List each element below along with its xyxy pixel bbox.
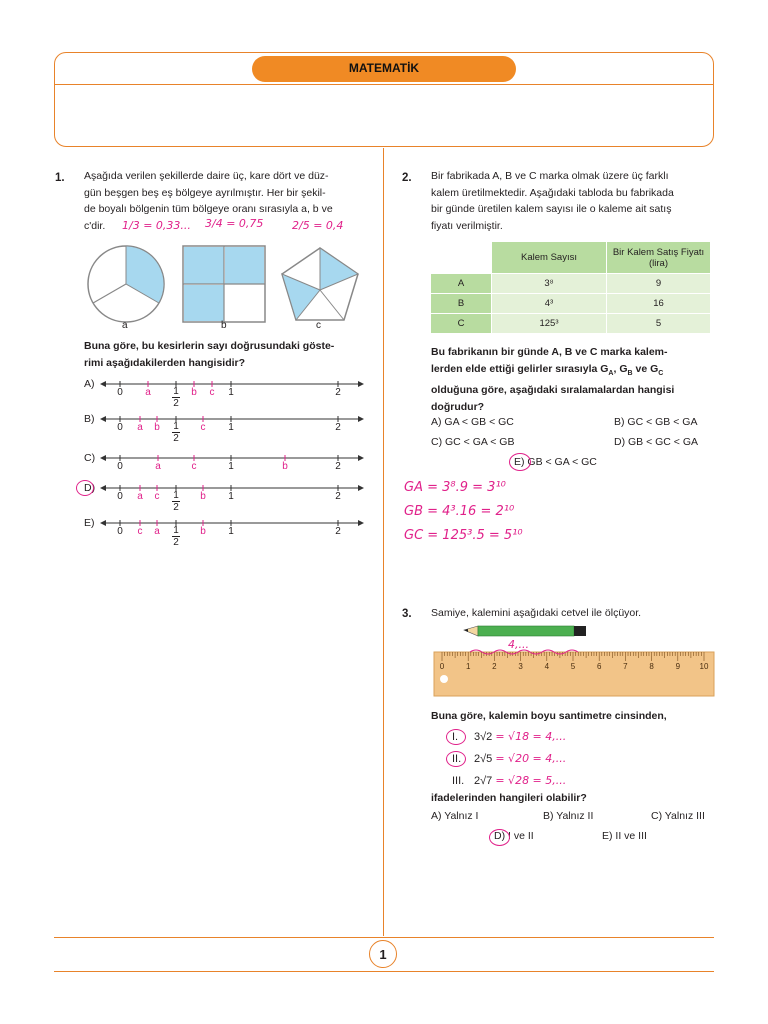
table-cell: 4³ (492, 294, 607, 314)
pentagon-shape (282, 248, 358, 320)
q2-table (430, 241, 711, 334)
q3-item-note: = √20 = 4,... (495, 752, 567, 765)
q2-question-line: olduğuna göre, aşağıdaki sıralamalardan hangisi (431, 384, 675, 397)
q1-text-line: Aşağıda verilen şekillerde daire üç, kare dört ve düz- (84, 170, 329, 182)
q3-item2-circle (446, 751, 466, 767)
table-corner (431, 242, 492, 274)
ruler-handwritten-measure: 4,... (508, 638, 529, 651)
q1-option-b[interactable] (54, 413, 364, 447)
table-row (431, 274, 711, 294)
q2-option-c[interactable]: C) GC < GA < GB (431, 436, 515, 448)
q2-handwritten-work (404, 476, 523, 548)
ruler-label: 2 (492, 662, 497, 671)
q1-option-a[interactable] (54, 378, 364, 412)
q3-question2: ifadelerinden hangileri olabilir? (431, 792, 587, 804)
q3-item-1 (452, 726, 566, 748)
table-header: Kalem Sayısı (492, 242, 607, 274)
q3-option-d[interactable]: D) I ve II (494, 830, 534, 842)
q2-question-part: lerden elde ettiği gelirler sırasıyla G (431, 362, 609, 375)
q2-hand-line: GA = 3⁸.9 = 3¹⁰ (404, 480, 506, 495)
number-line-letter: c (200, 422, 206, 433)
q2-hand-line: GB = 4³.16 = 2¹⁰ (404, 504, 515, 519)
q3-item1-circle (446, 729, 466, 745)
number-line-value: 1 (228, 422, 234, 433)
shape-label-c: c (316, 320, 321, 331)
table-row-label: A (431, 274, 492, 294)
q3-item-roman: I. (452, 731, 459, 743)
ruler-label: 0 (439, 662, 445, 671)
number-line-letter: c (209, 387, 215, 398)
ruler-label: 3 (518, 662, 523, 671)
number-line-value: 0 (117, 422, 123, 433)
q1-handwritten-b: 3/4 = 0,75 (205, 217, 264, 230)
table-cell: 125³ (492, 314, 607, 334)
number-line-value: 2 (335, 461, 341, 472)
q1-option-e[interactable] (54, 517, 364, 551)
q1-text-line: de boyalı bölgenin tüm bölgeye oranı sırasıyla a, b ve (84, 203, 333, 215)
number-line-value: 2 (335, 387, 341, 398)
q1-option-label: C) (84, 452, 96, 464)
q2-question-sub: A (608, 369, 614, 377)
ruler-label: 7 (623, 662, 628, 671)
q3-item-note: = √18 = 4,... (495, 730, 567, 743)
number-line-value: 1 (228, 491, 234, 502)
table-row-label: B (431, 294, 492, 314)
ruler-label: 1 (465, 662, 471, 671)
q3-item-expr: 3√2 (474, 731, 493, 743)
q1-option-c[interactable] (54, 452, 364, 486)
ruler-label: 9 (675, 662, 681, 671)
q2-question (431, 344, 716, 415)
q3-text: Samiye, kalemini aşağıdaki cetvel ile ölçüyor. (431, 607, 642, 619)
number-line-letter: a (137, 491, 143, 502)
number-line-value: 1 (228, 526, 234, 537)
number-line-letter: c (137, 526, 143, 537)
q3-item-3 (452, 770, 566, 792)
q1-shapes-figure (80, 238, 370, 333)
q3-number: 3. (402, 608, 412, 620)
shape-label-a: a (122, 320, 128, 331)
q2-question-sub: C (658, 369, 664, 377)
pencil-icon (464, 626, 586, 636)
q1-answer-circle (76, 480, 94, 496)
q3-option-a[interactable]: A) Yalnız I (431, 810, 479, 822)
q3-question: Buna göre, kalemin boyu santimetre cinsinden, (431, 710, 667, 722)
number-line-value: 1 2 (173, 386, 179, 409)
q2-text-line: fiyatı verilmiştir. (431, 219, 503, 232)
q2-text (431, 168, 716, 234)
number-line-letter: b (200, 491, 206, 502)
ruler-label: 4 (544, 662, 550, 671)
q1-text-line: gün beşgen beş eş bölgeye ayrılmıştır. Her bir şekil- (84, 186, 326, 199)
number-line-value: 1 2 (173, 525, 179, 548)
q2-number: 2. (402, 172, 412, 184)
circle-shape (88, 246, 164, 322)
shape-label-b: b (221, 320, 227, 331)
q3-item-expr: 2√5 (474, 753, 493, 765)
ruler-label: 5 (570, 662, 576, 671)
q1-option-d[interactable] (54, 482, 364, 516)
number-line-value: 1 2 (173, 490, 179, 513)
ruler-measure-scribble (468, 646, 588, 656)
q2-question-line: doğrudur? (431, 400, 485, 413)
q1-question-line: rimi aşağıdakilerden hangisidir? (84, 356, 246, 369)
q1-handwritten-c: 2/5 = 0,4 (292, 219, 344, 232)
q1-option-label: A) (84, 378, 95, 390)
number-line-letter: a (145, 387, 151, 398)
number-line-value: 0 (117, 491, 123, 502)
q2-question-line (431, 361, 716, 383)
q1-text-line: c'dir. (84, 219, 106, 232)
column-divider (383, 148, 384, 936)
ruler-label: 10 (699, 662, 709, 671)
ruler-body (434, 652, 714, 696)
q3-item-roman: II. (452, 753, 462, 765)
table-header: Bir Kalem Satış Fiyatı (lira) (607, 242, 711, 274)
table-row (431, 294, 711, 314)
number-line-value: 1 2 (173, 421, 179, 444)
header-divider (54, 84, 714, 85)
q1-number: 1. (55, 172, 65, 184)
subject-title: MATEMATİK (252, 56, 516, 82)
number-line-value: 1 (228, 387, 234, 398)
q2-option-a[interactable]: A) GA < GB < GC (431, 416, 514, 428)
q3-item-2 (452, 748, 566, 770)
footer-line-bottom (54, 971, 714, 972)
q2-question-line: Bu fabrikanın bir günde A, B ve C marka kalem- (431, 346, 668, 358)
q2-option-d[interactable]: D) GB < GC < GA (614, 436, 699, 448)
q3-item-note: = √28 = 5,... (495, 774, 567, 787)
q3-answer-circle (489, 829, 510, 846)
q3-item-roman: III. (452, 775, 465, 787)
number-line-letter: a (155, 461, 161, 472)
number-line-letter: c (154, 491, 160, 502)
page-number: 1 (369, 940, 397, 968)
footer-line-top (54, 937, 714, 938)
q3-option-b[interactable]: B) Yalnız II (543, 810, 594, 822)
number-line-letter: b (282, 461, 288, 472)
number-line-value: 0 (117, 387, 123, 398)
number-line-value: 0 (117, 461, 123, 472)
ruler-label: 8 (649, 662, 654, 671)
table-row-label: C (431, 314, 492, 334)
table-row (431, 314, 711, 334)
q1-option-label: D) (84, 482, 96, 494)
q1-question (84, 338, 369, 371)
q2-hand-line: GC = 125³.5 = 5¹⁰ (404, 528, 523, 543)
ruler-figure (432, 622, 717, 698)
q2-question-sub: B (627, 369, 633, 377)
table-cell: 16 (607, 294, 711, 314)
q2-option-b[interactable]: B) GC < GB < GA (614, 416, 698, 428)
q1-question-line: Buna göre, bu kesirlerin sayı doğrusundaki göste- (84, 340, 335, 352)
q2-text-line: bir günde üretilen kalem sayısı ile o kaleme ait satış (431, 203, 672, 215)
table-cell: 5 (607, 314, 711, 334)
number-line-letter: b (154, 422, 160, 433)
q2-text-line: kalem üretilmektedir. Aşağıdaki tabloda bu fabrikada (431, 186, 674, 199)
q3-items (452, 726, 566, 792)
number-line-value: 2 (335, 422, 341, 433)
q2-text-line: Bir fabrikada A, B ve C marka olmak üzere üç farklı (431, 170, 669, 182)
number-line-value: 2 (335, 526, 341, 537)
number-line (54, 452, 364, 486)
q2-question-part: , G (613, 362, 628, 375)
number-line-letter: c (191, 461, 197, 472)
q3-option-e[interactable]: E) II ve III (602, 830, 647, 842)
q2-option-e[interactable]: E) GB < GA < GC (514, 456, 597, 468)
q3-item-expr: 2√7 (474, 775, 493, 787)
q3-option-c[interactable]: C) Yalnız III (651, 810, 705, 822)
q1-option-label: B) (84, 413, 95, 425)
q1-handwritten-a: 1/3 = 0,33... (122, 219, 191, 232)
q1-option-label: E) (84, 517, 95, 529)
number-line-value: 0 (117, 526, 123, 537)
number-line-letter: b (191, 387, 197, 398)
table-cell: 9 (607, 274, 711, 294)
ruler-label: 6 (596, 662, 602, 671)
q2-question-part: ve G (632, 362, 659, 375)
number-line-letter: a (137, 422, 143, 433)
q2-answer-circle (509, 453, 531, 471)
number-line-value: 2 (335, 491, 341, 502)
number-line-letter: b (200, 526, 206, 537)
number-line-value: 1 (228, 461, 234, 472)
square-shape (183, 246, 265, 322)
table-cell: 3⁸ (492, 274, 607, 294)
number-line-letter: a (154, 526, 160, 537)
